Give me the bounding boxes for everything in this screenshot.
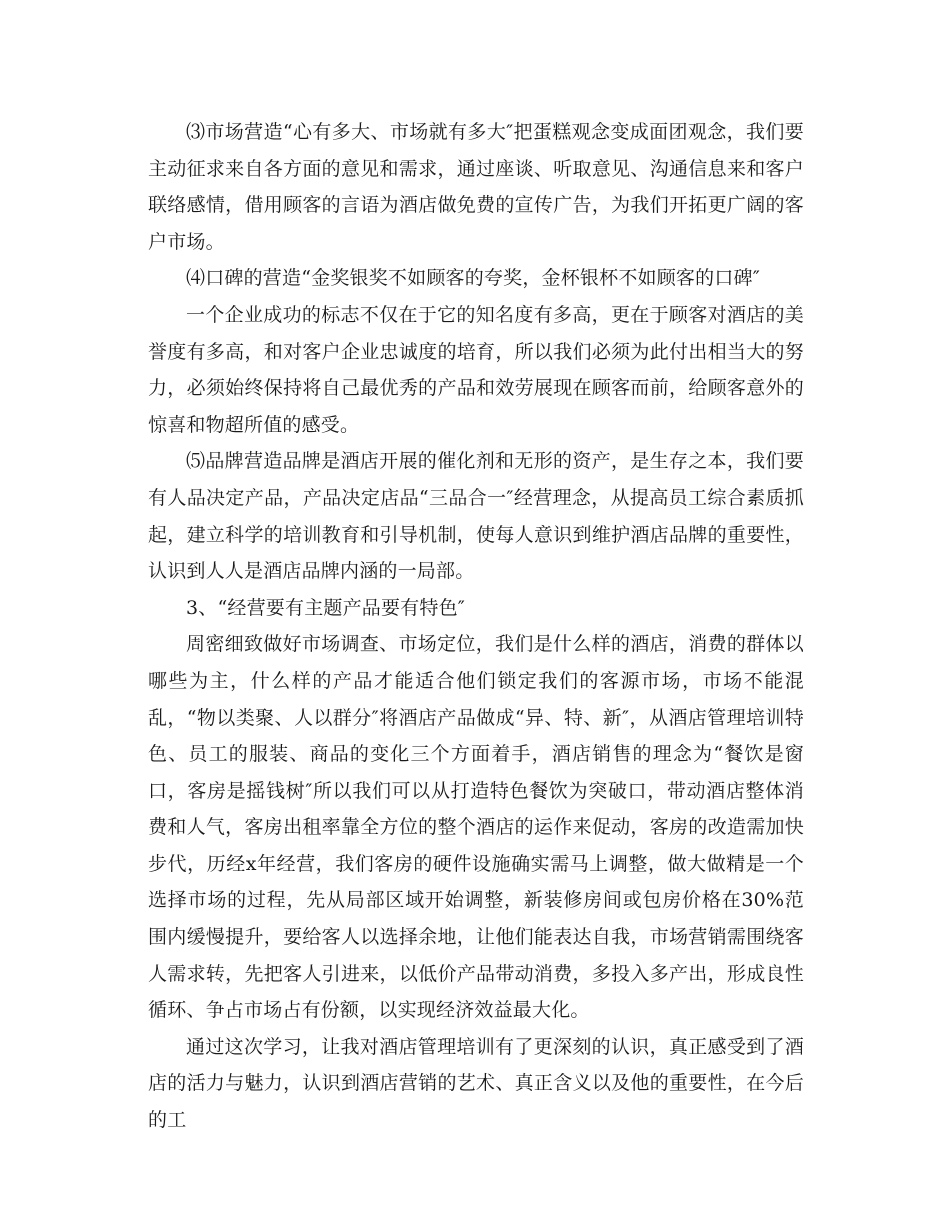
document-body xyxy=(148,114,804,1139)
paragraph-enterprise-success: 一个企业成功的标志不仅在于它的知名度有多高，更在于顾客对酒店的美誉度有多高，和对客户企业忠诚度的培育，所以我们必须为此付出相当大的努力，必须始终保持将自己最优秀的产品和效劳展现在顾客而前，给顾客意外的惊喜和物超所值的感受。 xyxy=(148,303,804,436)
paragraph-market-research: 周密细致做好市场调查、市场定位，我们是什么样的酒店，消费的群体以哪些为主，什么样的产品才能适合他们锁定我们的客源市场，市场不能混乱，“物以类聚、人以群分″将酒店产品做成“异、特、新″，从酒店管理培训特色、员工的服装、商品的变化三个方面着手，酒店销售的理念为“餐饮是窗口，客房是摇钱树″所以我们可以从打造特色餐饮为突破口，带动酒店整体消费和人气，客房出租率靠全方位的整个酒店的运作来促动，客房的改造需加快步代，历经x年经营，我们客房的硬件设施确实需马上调整，做大做精是一个选择市场的过程，先从局部区域开始调整，新装修房间或包房价格在30%范围内缓慢提升，要给客人以选择余地，让他们能表达自我，市场营销需围绕客人需求转，先把客人引进来，以低价产品带动消费，多投入多产出，形成良性循环、争占市场占有份额，以实现经济效益最大化。 xyxy=(148,633,804,1022)
paragraph-conclusion: 通过这次学习，让我对酒店管理培训有了更深刻的认识，真正感受到了酒店的活力与魅力，认识到酒店营销的艺术、真正含义以及他的重要性，在今后的工 xyxy=(148,1035,804,1132)
paragraph-word-of-mouth-heading: ⑷口碑的营造“金奖银奖不如顾客的夸奖，金杯银杯不如顾客的口碑″ xyxy=(186,267,761,290)
paragraph-market-creation: ⑶市场营造“心有多大、市场就有多大″把蛋糕观念变成面团观念，我们要主动征求来自各方面的意见和需求，通过座谈、听取意见、沟通信息来和客户联络感情，借用顾客的言语为酒店做免费的宣传广告，为我们开拓更广阔的客户市场。 xyxy=(148,121,804,253)
paragraph-brand-creation: ⑸品牌营造品牌是酒店开展的催化剂和无形的资产，是生存之本，我们要有人品决定产品，产品决定店品“三品合一″经营理念，从提高员工综合素质抓起，建立科学的培训教育和引导机制，使每人意识到维护酒店品牌的重要性，认识到人人是酒店品牌内涵的一局部。 xyxy=(148,450,804,583)
section-heading-theme-features: 3、“经营要有主题产品要有特色″ xyxy=(186,596,466,619)
